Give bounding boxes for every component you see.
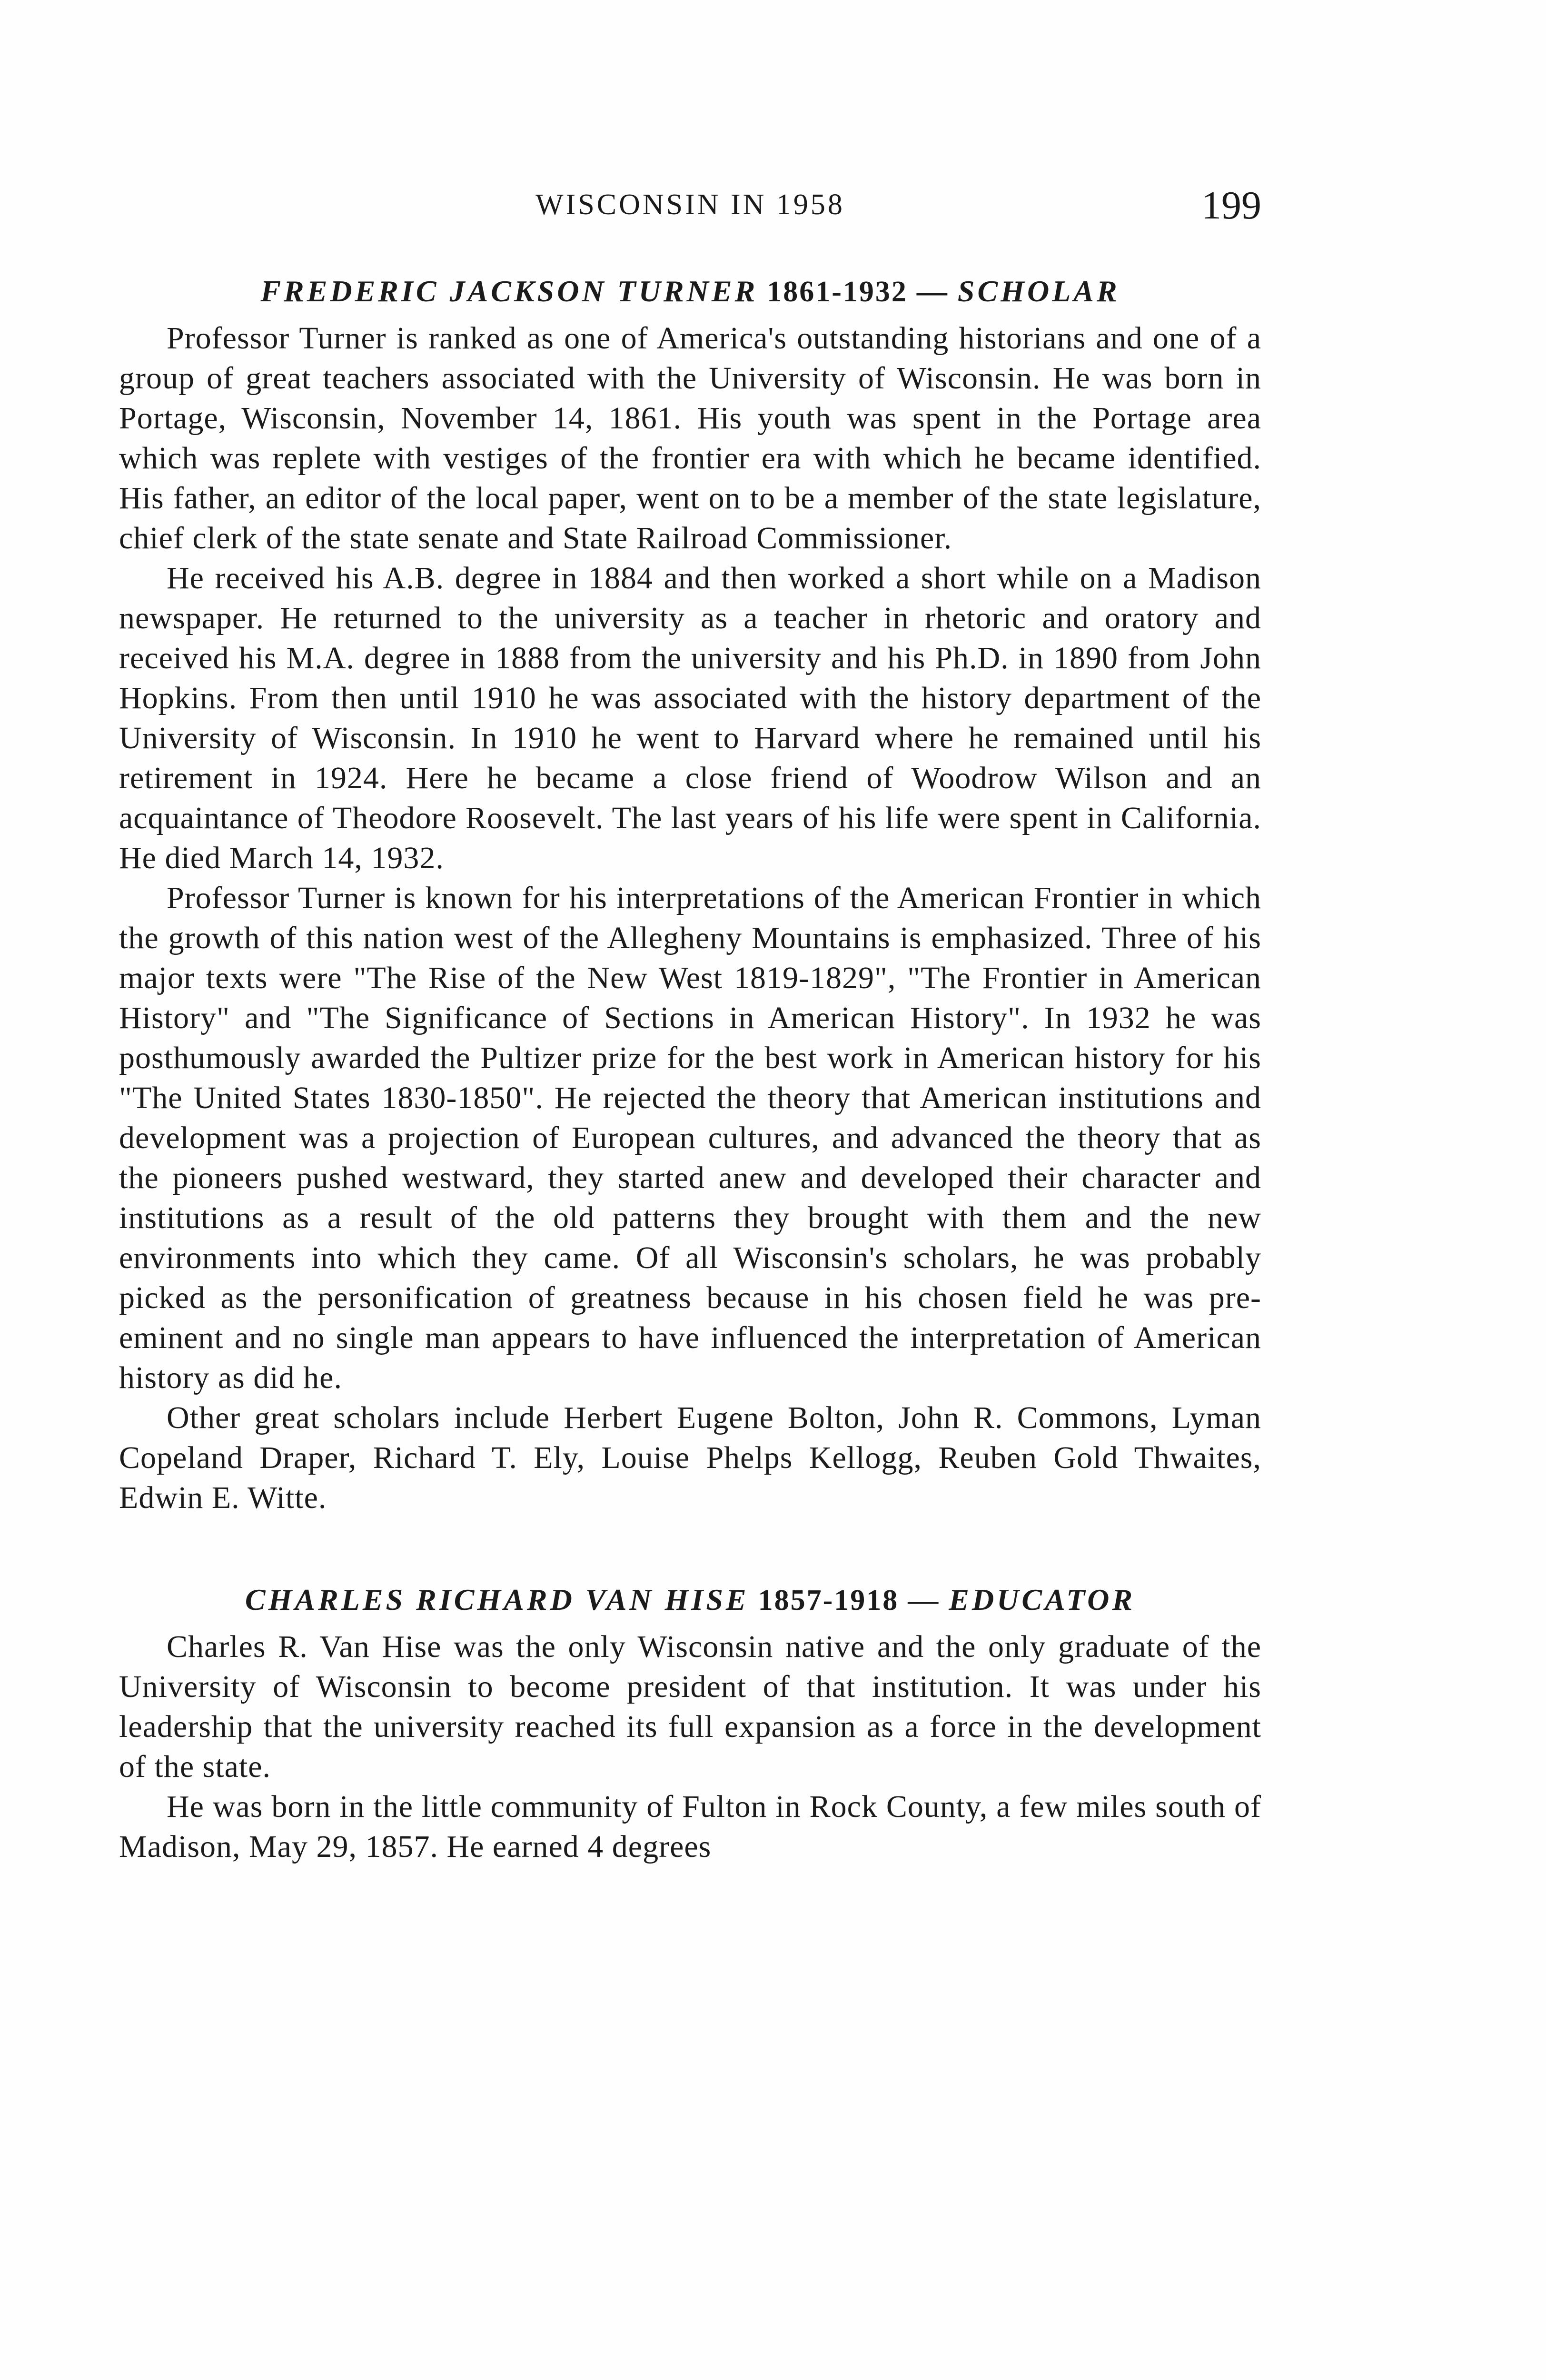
paragraph: Charles R. Van Hise was the only Wisconsin native and the only graduate of the University of Wisconsin to become president of that institution. It was under his leadership that the university reached its full expansion as a force in the development of the state.: [119, 1629, 1261, 1784]
paragraph: Professor Turner is ranked as one of America's outstanding historians and one of a group of great teachers associated with the University of Wisconsin. He was born in Portage, Wisconsin, November 14, 1861. His youth was spent in the Portage area which was replete with vestiges of the frontier era with which he became identified. His father, an editor of the local paper, went on to be a member of the state legislature, chief clerk of the state senate and State Railroad Commissioner.: [119, 321, 1261, 555]
heading-separator: —: [916, 274, 949, 308]
page-number: 199: [1201, 183, 1261, 228]
paragraph: He was born in the little community of Fulton in Rock County, a few miles south of Madison, May 29, 1857. He earned 4 degrees: [119, 1789, 1261, 1864]
page-body: [119, 271, 1261, 1867]
subject-dates: 1861-1932: [767, 276, 908, 308]
paragraph: Other great scholars include Herbert Eugene Bolton, John R. Commons, Lyman Copeland Draper, Richard T. Ely, Louise Phelps Kellogg, Reuben Gold Thwaites, Edwin E. Witte.: [119, 1400, 1261, 1515]
section-divider-space: [119, 1518, 1261, 1580]
subject-name: FREDERIC JACKSON TURNER: [260, 274, 758, 308]
subject-role: EDUCATOR: [949, 1583, 1136, 1616]
section-heading: [119, 271, 1261, 312]
heading-separator: —: [908, 1583, 940, 1616]
running-head: [119, 183, 1261, 240]
running-title: WISCONSIN IN 1958: [535, 188, 845, 221]
section-turner: [119, 271, 1261, 1518]
section-van-hise: [119, 1580, 1261, 1867]
subject-name: CHARLES RICHARD VAN HISE: [245, 1583, 749, 1616]
paragraph: He received his A.B. degree in 1884 and then worked a short while on a Madison newspaper. He returned to the university as a teacher in rhetoric and oratory and received his M.A. degree in 1888 from the university and his Ph.D. in 1890 from John Hopkins. From then until 1910 he was associated with the history department of the University of Wisconsin. In 1910 he went to Harvard where he remained until his retirement in 1924. Here he became a close friend of Woodrow Wilson and an acquaintance of Theodore Roosevelt. The last years of his life were spent in California. He died March 14, 1932.: [119, 561, 1261, 875]
paragraph: Professor Turner is known for his interpretations of the American Frontier in which the growth of this nation west of the Allegheny Mountains is emphasized. Three of his major texts were "The Rise of the New West 1819-1829", "The Frontier in American History" and "The Significance of Sections in American History". In 1932 he was posthumously awarded the Pultizer prize for the best work in American history for his "The United States 1830-1850". He rejected the theory that American institutions and development was a projection of European cultures, and advanced the theory that as the pioneers pushed westward, they started anew and developed their character and institutions as a result of the old patterns they brought with them and the new environments into which they came. Of all Wisconsin's scholars, he was probably picked as the personification of greatness because in his chosen field he was pre-eminent and no single man appears to have influenced the interpretation of American history as did he.: [119, 881, 1261, 1395]
subject-role: SCHOLAR: [957, 274, 1120, 308]
section-heading: [119, 1580, 1261, 1620]
subject-dates: 1857-1918: [758, 1584, 899, 1616]
